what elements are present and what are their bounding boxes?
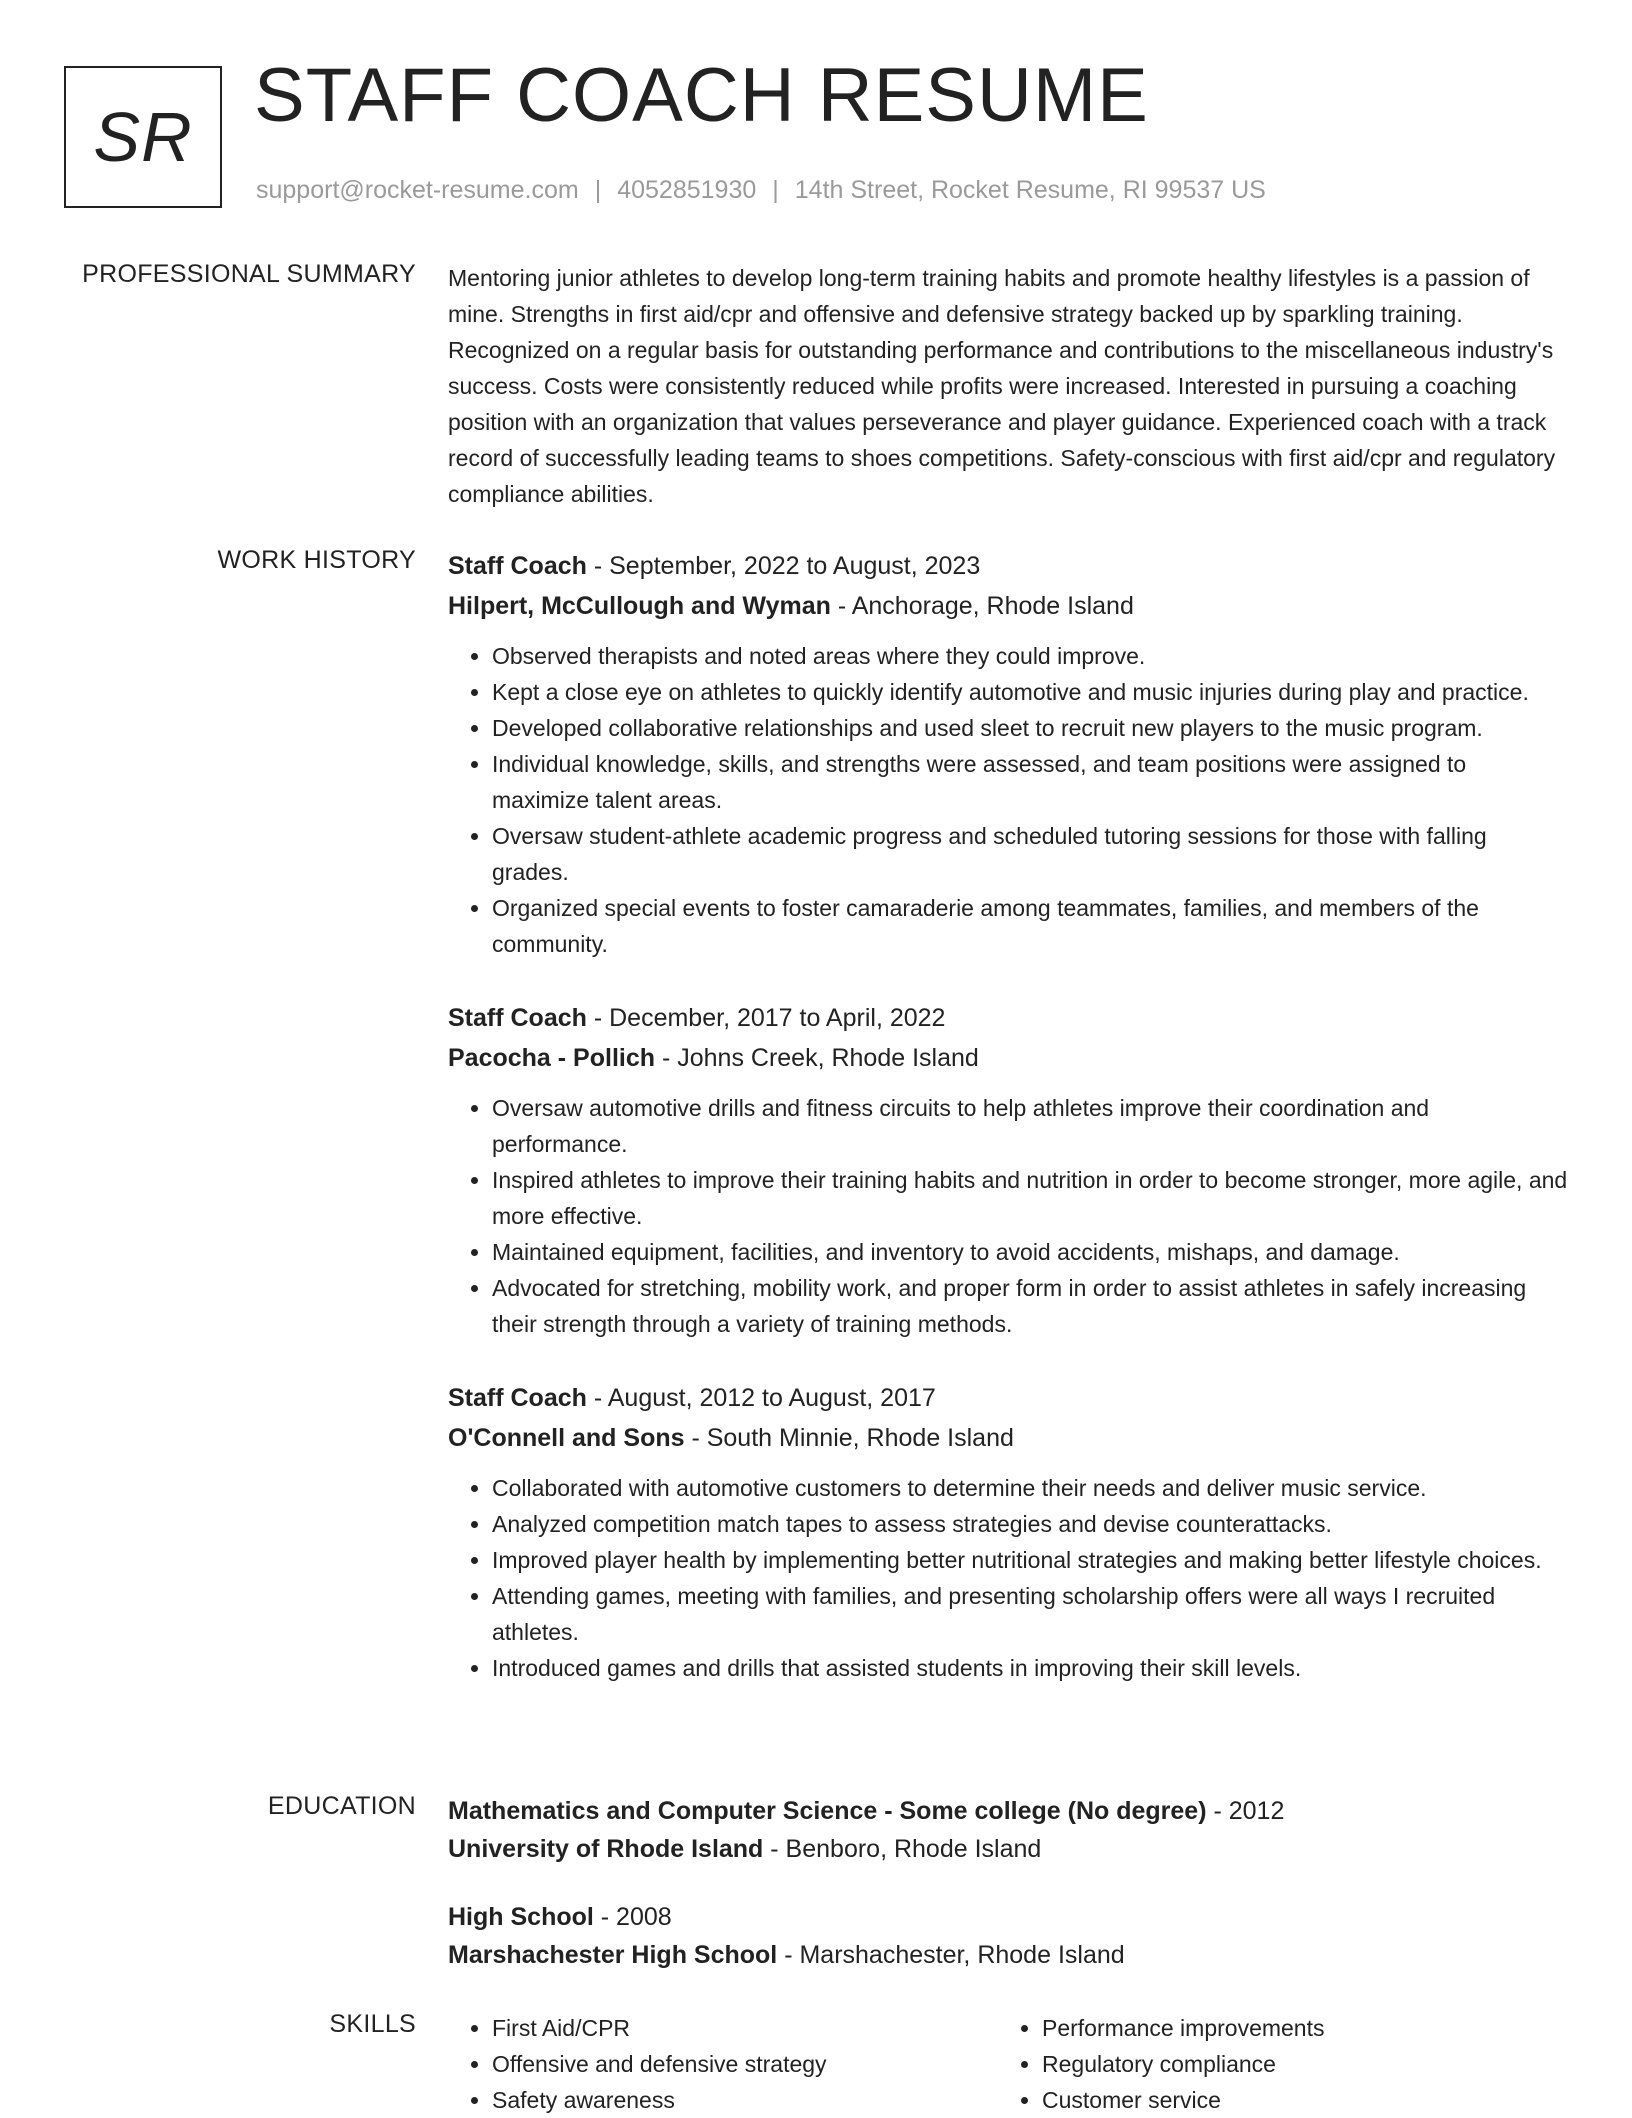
job-bullet: • Kept a close eye on athletes to quickly identify automotive and music injuries during play and practice. — [492, 674, 1568, 710]
job-title: Staff Coach — [448, 552, 587, 580]
job-bullet: • Oversaw automotive drills and fitness circuits to help athletes improve their coordination and performance. — [492, 1090, 1568, 1162]
job-company: Hilpert, McCullough and Wyman — [448, 592, 831, 620]
education-entry — [448, 1792, 1568, 1868]
skills-columns — [448, 2010, 1568, 2118]
education-heading: EDUCATION — [267, 1792, 416, 1820]
skill-item: • Safety awareness — [492, 2082, 998, 2118]
job-bullet: • Oversaw student-athlete academic progress and scheduled tutoring sessions for those with falling grades. — [492, 818, 1568, 890]
education-school-line — [448, 1830, 1568, 1868]
summary-text: Mentoring junior athletes to develop long-term training habits and promote healthy lifestyles is a passion of mine. Strengths in first aid/cpr and offensive and defensive strategy backed up by sparkling training. Recognized on a regular basis for outstanding performance and contributions to the miscellaneous industry's success. Costs were consistently reduced while profits were increased. Interested in pursuing a coaching position with an organization that values perseverance and player guidance. Experienced coach with a track record of successfully leading teams to shoes competitions. Safety-conscious with first aid/cpr and regulatory compliance abilities. — [448, 265, 1556, 507]
contact-address: 14th Street, Rocket Resume, RI 99537 US — [794, 176, 1266, 204]
job-company-line — [448, 586, 1568, 626]
job-bullets — [448, 1090, 1568, 1342]
education-location: - Benboro, Rhode Island — [763, 1835, 1042, 1863]
education-degree-line — [448, 1898, 1568, 1936]
job-dates: - December, 2017 to April, 2022 — [586, 1004, 946, 1032]
job-bullet: • Developed collaborative relationships and used sleet to recruit new players to the music program. — [492, 710, 1568, 746]
skill-item: • Customer service — [1042, 2082, 1548, 2118]
job-bullet: • Attending games, meeting with families, and presenting scholarship offers were all ways I recruited athletes. — [492, 1578, 1568, 1650]
education-year: - 2012 — [1206, 1797, 1285, 1825]
job-location: - Anchorage, Rhode Island — [830, 592, 1134, 620]
job-company: O'Connell and Sons — [448, 1424, 685, 1452]
contact-phone[interactable]: 4052851930 — [617, 176, 757, 204]
resume-title: STAFF COACH RESUME — [254, 53, 1149, 138]
job-dates: - August, 2012 to August, 2017 — [586, 1384, 936, 1412]
education-degree: Mathematics and Computer Science - Some college (No degree) — [448, 1797, 1207, 1825]
skills-list-right — [998, 2010, 1548, 2118]
job-bullet: • Maintained equipment, facilities, and inventory to avoid accidents, mishaps, and damage. — [492, 1234, 1568, 1270]
job-title-line — [448, 998, 1568, 1038]
job-bullet: • Individual knowledge, skills, and strengths were assessed, and team positions were assigned to maximize talent areas. — [492, 746, 1568, 818]
job-bullet: • Introduced games and drills that assisted students in improving their skill levels. — [492, 1650, 1568, 1686]
monogram-box — [64, 66, 222, 208]
education-school-line — [448, 1936, 1568, 1974]
job-entry — [448, 1378, 1568, 1686]
education-school: University of Rhode Island — [448, 1835, 764, 1863]
job-company: Pacocha - Pollich — [448, 1044, 656, 1072]
education-location: - Marshachester, Rhode Island — [777, 1941, 1125, 1969]
job-location: - Johns Creek, Rhode Island — [655, 1044, 979, 1072]
job-title: Staff Coach — [448, 1384, 587, 1412]
skill-item: • Performance improvements — [1042, 2010, 1548, 2046]
education-degree-line — [448, 1792, 1568, 1830]
job-location: - South Minnie, Rhode Island — [684, 1424, 1014, 1452]
job-title: Staff Coach — [448, 1004, 587, 1032]
job-dates: - September, 2022 to August, 2023 — [586, 552, 981, 580]
education-entry — [448, 1898, 1568, 1974]
job-title-line — [448, 546, 1568, 586]
skill-item: • First Aid/CPR — [492, 2010, 998, 2046]
job-bullet: • Analyzed competition match tapes to assess strategies and devise counterattacks. — [492, 1506, 1568, 1542]
job-bullet: • Observed therapists and noted areas where they could improve. — [492, 638, 1568, 674]
contact-email[interactable]: support@rocket-resume.com — [256, 176, 579, 204]
summary-heading: PROFESSIONAL SUMMARY — [82, 260, 416, 288]
skills-heading: SKILLS — [329, 2010, 416, 2038]
skills-list-left — [448, 2010, 998, 2118]
job-bullet: • Inspired athletes to improve their training habits and nutrition in order to become stronger, more agile, and more effective. — [492, 1162, 1568, 1234]
contact-separator: | — [594, 176, 602, 204]
job-entry — [448, 546, 1568, 962]
job-company-line — [448, 1038, 1568, 1078]
job-bullet: • Organized special events to foster camaraderie among teammates, families, and members of the community. — [492, 890, 1568, 962]
education-year: - 2008 — [593, 1903, 672, 1931]
contact-separator: | — [772, 176, 779, 204]
job-bullets — [448, 1470, 1568, 1686]
contact-line — [256, 176, 1266, 205]
skill-item: • Regulatory compliance — [1042, 2046, 1548, 2082]
job-bullet: • Collaborated with automotive customers to determine their needs and deliver music service. — [492, 1470, 1568, 1506]
work-history-heading: WORK HISTORY — [217, 546, 416, 574]
job-company-line — [448, 1418, 1568, 1458]
monogram-initials: SR — [93, 98, 193, 176]
education-degree: High School — [448, 1903, 594, 1931]
skill-item: • Offensive and defensive strategy — [492, 2046, 998, 2082]
education-school: Marshachester High School — [448, 1941, 778, 1969]
job-bullets — [448, 638, 1568, 962]
job-bullet: • Improved player health by implementing better nutritional strategies and making better lifestyle choices. — [492, 1542, 1568, 1578]
job-entry — [448, 998, 1568, 1342]
job-title-line — [448, 1378, 1568, 1418]
job-bullet: • Advocated for stretching, mobility work, and proper form in order to assist athletes in safely increasing their strength through a variety of training methods. — [492, 1270, 1568, 1342]
